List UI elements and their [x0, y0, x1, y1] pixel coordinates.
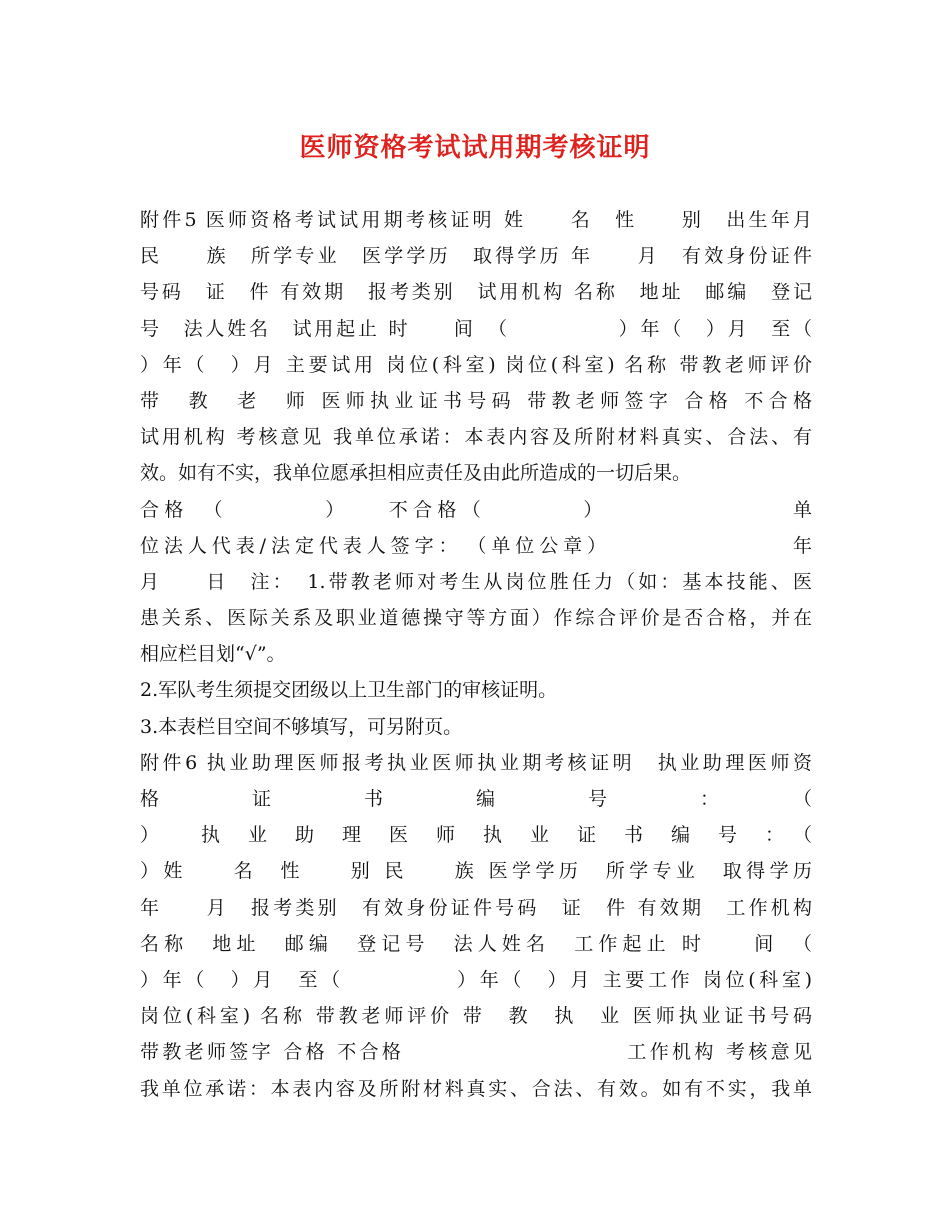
body-line-8: 效。如有不实，我单位愿承担相应责任及由此所造成的一切后果。 — [140, 462, 692, 485]
body-line-18: ） 执 业 助 理 医 师 执 业 证 书 编 号 ： （ — [140, 824, 812, 847]
body-line-15: 3.本表栏目空间不够填写，可另附页。 — [140, 715, 463, 738]
body-line-3: 号码 证 件 有效期 报考类别 试用机构 名称 地址 邮编 登记 — [140, 281, 812, 304]
body-line-1: 附件5 医师资格考试试用期考核证明 姓 名 性 别 出生年月 — [140, 209, 812, 231]
body-line-22: ）年（ ）月 至（ ）年（ ）月 主要工作 岗位(科室) — [140, 968, 812, 991]
body-line-4: 号 法人姓名 试用起止 时 间 （ ）年（ ）月 至（ — [140, 317, 812, 340]
body-line-11: 月 日 注： 1.带教老师对考生从岗位胜任力（如：基本技能、医 — [140, 570, 812, 593]
body-line-20: 年 月 报考类别 有效身份证件号码 证 件 有效期 工作机构 — [140, 896, 812, 919]
body-line-9: 合格 （ ） 不合格（ ） 单 — [140, 498, 812, 521]
body-line-24: 带教老师签字 合格 不合格 工作机构 考核意见 — [140, 1041, 812, 1064]
body-line-5: ）年（ ）月 主要试用 岗位(科室) 岗位(科室) 名称 带教老师评价 — [140, 353, 812, 376]
body-line-7: 试用机构 考核意见 我单位承诺：本表内容及所附材料真实、合法、有 — [140, 426, 812, 449]
body-line-13: 相应栏目划“√”。 — [140, 643, 286, 666]
body-line-23: 岗位(科室) 名称 带教老师评价 带 教 执 业 医师执业证书号码 — [140, 1005, 812, 1028]
body-line-19: ）姓 名 性 别 民 族 医学学历 所学专业 取得学历 — [140, 860, 812, 883]
body-line-17: 格 证 书 编 号 ： （ — [140, 788, 812, 810]
body-line-16: 附件6 执业助理医师报考执业医师执业期考核证明 执业助理医师资 — [140, 751, 812, 774]
body-line-12: 患关系、医际关系及职业道德操守等方面）作综合评价是否合格，并在 — [140, 607, 812, 630]
document-title: 医师资格考试试用期考核证明 — [299, 133, 651, 163]
body-line-10: 位法人代表/法定代表人签字： （单位公章） 年 — [140, 534, 812, 557]
document-body — [140, 202, 812, 1107]
body-line-2: 民 族 所学专业 医学学历 取得学历 年 月 有效身份证件 — [140, 245, 812, 268]
body-line-6: 带 教 老 师 医师执业证书号码 带教老师签字 合格 不合格 — [140, 389, 812, 412]
body-line-21: 名称 地址 邮编 登记号 法人姓名 工作起止 时 间 （ — [140, 932, 812, 955]
body-line-25: 我单位承诺：本表内容及所附材料真实、合法、有效。如有不实，我单 — [140, 1077, 812, 1100]
body-line-14: 2.军队考生须提交团级以上卫生部门的审核证明。 — [140, 679, 558, 702]
